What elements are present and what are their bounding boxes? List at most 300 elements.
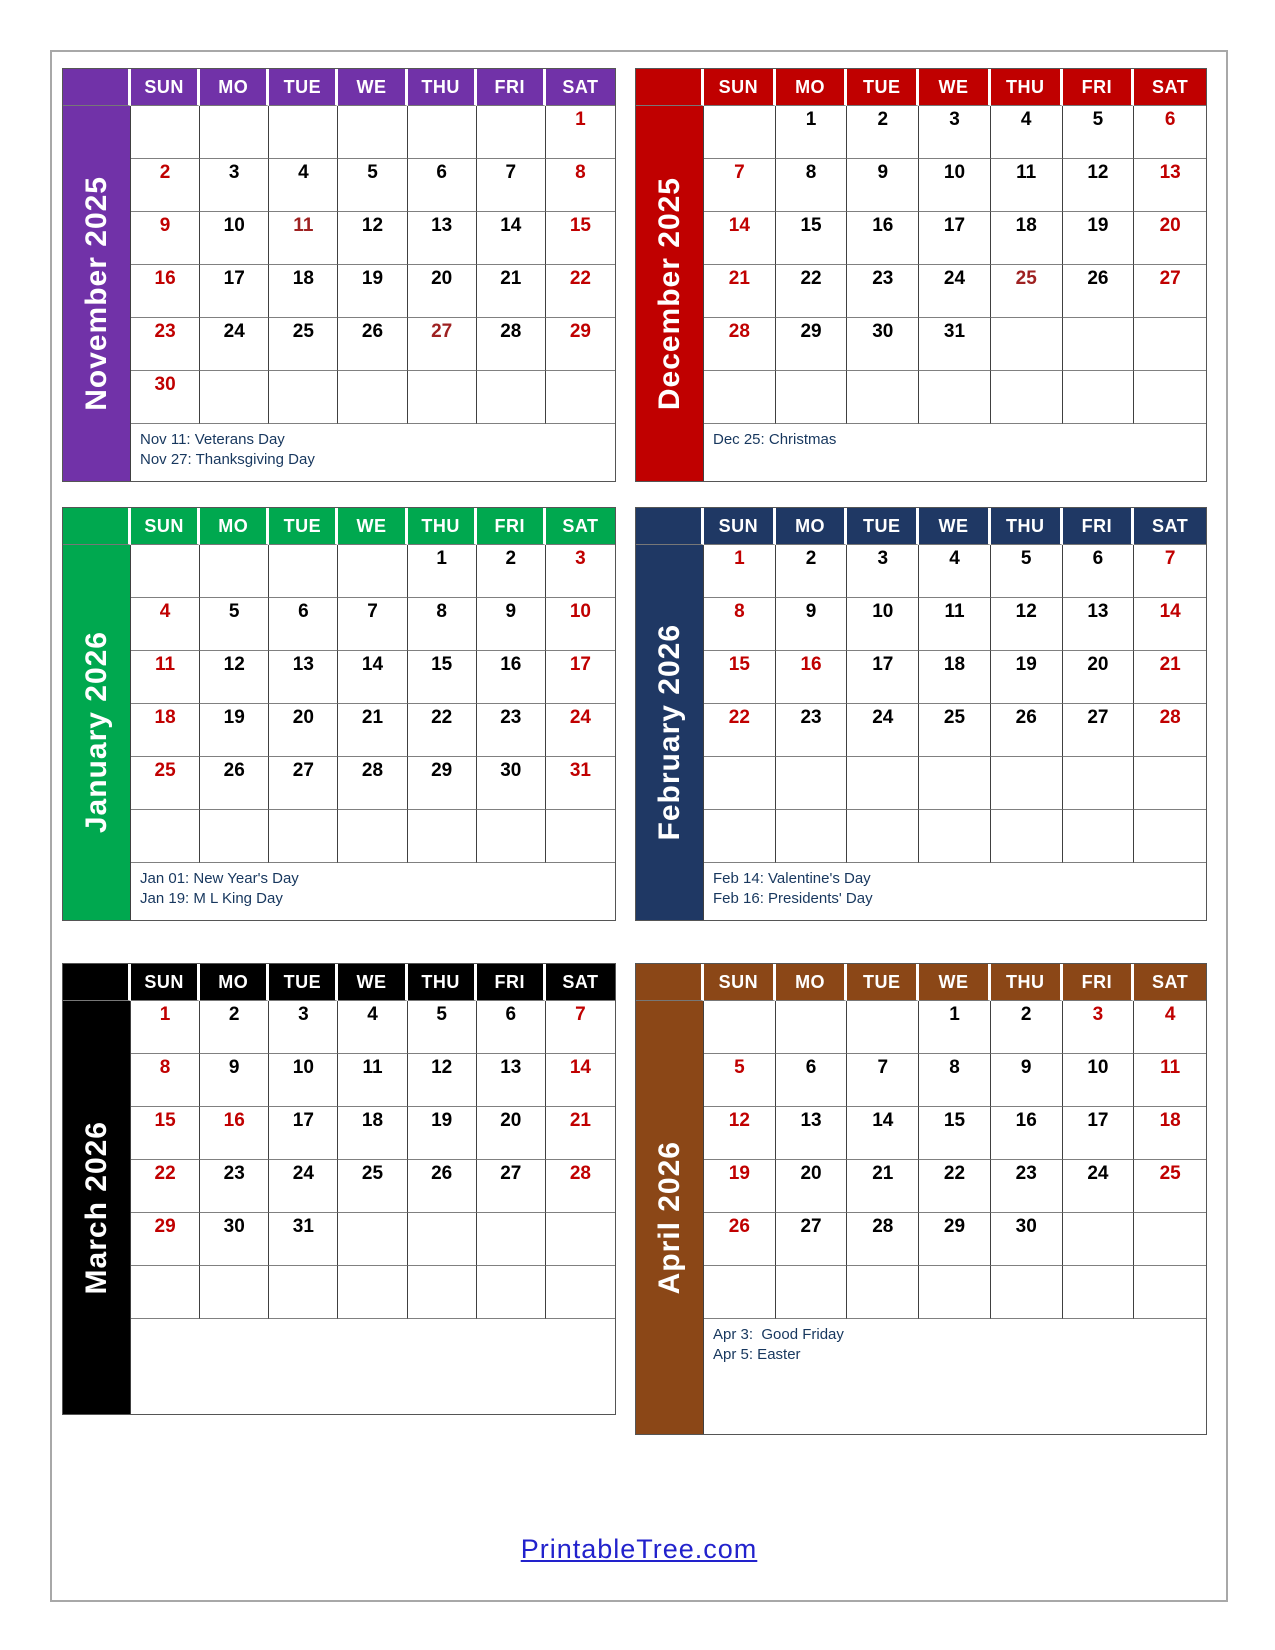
corner-cell [636,508,704,545]
weekday-header-sun: SUN [704,69,776,106]
day-cell: 25 [269,318,338,371]
day-cell: 27 [1063,704,1135,757]
day-cell: 9 [477,598,546,651]
day-cell: 24 [546,704,615,757]
day-cell-empty [991,318,1063,371]
day-cell-empty [546,1213,615,1266]
month-label: April 2026 [652,1140,686,1295]
day-cell: 10 [1063,1054,1135,1107]
day-cell: 5 [200,598,269,651]
day-cell: 11 [338,1054,407,1107]
day-cell-empty [847,371,919,424]
weekday-header-fri: FRI [1063,69,1135,106]
day-cell: 7 [1134,545,1206,598]
day-cell: 6 [477,1001,546,1054]
day-cell: 18 [338,1107,407,1160]
day-cell-empty [269,810,338,863]
day-cell-empty [408,1213,477,1266]
day-cell-empty [704,810,776,863]
weekday-header-fri: FRI [1063,964,1135,1001]
day-cell: 13 [477,1054,546,1107]
weekday-header-thu: THU [991,964,1063,1001]
day-cell-empty [200,545,269,598]
day-cell: 21 [704,265,776,318]
day-cell: 6 [269,598,338,651]
month-label: November 2025 [79,176,113,411]
calendar-february-2026 [635,507,1207,921]
day-cell: 13 [408,212,477,265]
day-cell: 26 [408,1160,477,1213]
day-cell: 13 [1063,598,1135,651]
day-cell: 12 [200,651,269,704]
month-label-band [636,1001,704,1434]
day-cell: 22 [408,704,477,757]
weekday-header-sun: SUN [704,964,776,1001]
day-cell-empty [338,810,407,863]
weekday-header-sun: SUN [131,69,200,106]
holiday-note: Apr 5: Easter [713,1345,801,1363]
day-cell: 8 [546,159,615,212]
day-cell: 14 [546,1054,615,1107]
holiday-notes [131,1319,615,1414]
weekday-header-tue: TUE [269,964,338,1001]
day-cell-empty [919,1266,991,1319]
day-cell: 23 [991,1160,1063,1213]
day-cell: 2 [991,1001,1063,1054]
day-cell: 18 [991,212,1063,265]
day-cell: 12 [991,598,1063,651]
day-cell: 27 [408,318,477,371]
day-cell: 6 [408,159,477,212]
weekday-header-mon: MO [776,964,848,1001]
day-cell-empty [546,371,615,424]
day-cell: 11 [1134,1054,1206,1107]
day-cell: 6 [1063,545,1135,598]
day-cell: 1 [776,106,848,159]
day-cell: 13 [269,651,338,704]
day-cell-empty [1134,371,1206,424]
day-cell: 30 [991,1213,1063,1266]
day-cell: 18 [1134,1107,1206,1160]
weekday-header-sun: SUN [131,964,200,1001]
weekday-header-sat: SAT [1134,508,1206,545]
day-cell: 22 [131,1160,200,1213]
day-cell: 17 [919,212,991,265]
weekday-header-sat: SAT [546,964,615,1001]
day-cell: 8 [131,1054,200,1107]
weekday-header-fri: FRI [1063,508,1135,545]
day-cell: 10 [919,159,991,212]
day-cell-empty [269,545,338,598]
day-cell-empty [408,810,477,863]
day-cell: 31 [546,757,615,810]
weekday-header-mon: MO [776,508,848,545]
day-cell: 4 [269,159,338,212]
day-cell: 1 [919,1001,991,1054]
day-cell: 26 [704,1213,776,1266]
month-label-band [63,1001,131,1414]
day-cell-empty [1134,318,1206,371]
month-label-band [636,106,704,481]
day-cell: 4 [131,598,200,651]
weekday-header-thu: THU [991,508,1063,545]
month-label-band [636,545,704,920]
day-cell: 24 [200,318,269,371]
holiday-notes [131,424,615,481]
day-cell: 15 [704,651,776,704]
day-cell: 4 [919,545,991,598]
day-cell: 16 [477,651,546,704]
day-cell: 5 [338,159,407,212]
holiday-note: Jan 01: New Year's Day [140,870,299,887]
day-cell: 9 [991,1054,1063,1107]
day-cell-empty [408,1266,477,1319]
day-cell: 11 [269,212,338,265]
day-cell: 18 [919,651,991,704]
weekday-header-wed: WE [919,964,991,1001]
day-cell: 9 [200,1054,269,1107]
day-cell: 24 [919,265,991,318]
day-cell: 17 [200,265,269,318]
day-cell-empty [269,1266,338,1319]
day-cell: 18 [131,704,200,757]
day-cell: 19 [1063,212,1135,265]
day-cell: 5 [408,1001,477,1054]
day-cell: 4 [338,1001,407,1054]
day-cell: 2 [776,545,848,598]
day-cell: 27 [477,1160,546,1213]
day-cell: 8 [776,159,848,212]
day-cell-empty [776,371,848,424]
day-cell: 5 [1063,106,1135,159]
day-cell: 11 [991,159,1063,212]
holiday-note: Feb 16: Presidents' Day [713,889,873,907]
day-cell: 25 [1134,1160,1206,1213]
weekday-header-tue: TUE [847,964,919,1001]
day-cell: 19 [408,1107,477,1160]
day-cell: 10 [847,598,919,651]
day-cell: 19 [991,651,1063,704]
day-cell: 30 [477,757,546,810]
day-cell-empty [1063,1266,1135,1319]
day-cell-empty [1134,1266,1206,1319]
day-cell: 28 [477,318,546,371]
calendar-march-2026 [62,963,616,1415]
day-cell: 20 [1063,651,1135,704]
day-cell-empty [477,106,546,159]
day-cell-empty [991,371,1063,424]
day-cell: 22 [919,1160,991,1213]
day-cell: 15 [546,212,615,265]
weekday-header-fri: FRI [477,69,546,106]
day-cell: 14 [704,212,776,265]
weekday-header-thu: THU [408,508,477,545]
weekday-header-tue: TUE [269,508,338,545]
day-cell-empty [338,545,407,598]
day-cell-empty [338,106,407,159]
day-cell: 13 [1134,159,1206,212]
day-cell-empty [1063,371,1135,424]
day-cell-empty [847,810,919,863]
day-cell-empty [704,106,776,159]
day-cell: 20 [776,1160,848,1213]
day-cell: 29 [919,1213,991,1266]
day-cell: 21 [1134,651,1206,704]
day-cell: 19 [338,265,407,318]
day-cell: 26 [338,318,407,371]
day-cell: 30 [200,1213,269,1266]
day-cell-empty [991,810,1063,863]
day-cell: 25 [991,265,1063,318]
day-cell-empty [338,1213,407,1266]
day-cell: 14 [847,1107,919,1160]
day-cell: 14 [338,651,407,704]
day-cell: 12 [1063,159,1135,212]
weekday-header-tue: TUE [847,508,919,545]
month-label: March 2026 [79,1120,113,1295]
day-cell: 9 [131,212,200,265]
day-cell-empty [919,371,991,424]
month-label: December 2025 [652,176,686,411]
weekday-header-wed: WE [338,508,407,545]
weekday-header-mon: MO [200,69,269,106]
weekday-header-sat: SAT [1134,69,1206,106]
day-cell: 15 [776,212,848,265]
day-cell: 29 [546,318,615,371]
day-cell-empty [546,1266,615,1319]
day-cell: 1 [408,545,477,598]
weekday-header-mon: MO [200,508,269,545]
day-cell: 25 [919,704,991,757]
day-cell: 29 [776,318,848,371]
day-cell: 24 [847,704,919,757]
day-cell: 31 [919,318,991,371]
corner-cell [636,69,704,106]
day-cell-empty [1063,1213,1135,1266]
day-cell: 10 [269,1054,338,1107]
day-cell: 5 [991,545,1063,598]
day-cell: 4 [1134,1001,1206,1054]
calendar-april-2026 [635,963,1207,1435]
day-cell: 22 [704,704,776,757]
day-cell: 28 [546,1160,615,1213]
footer-link[interactable]: PrintableTree.com [520,1534,758,1564]
weekday-header-mon: MO [200,964,269,1001]
day-cell-empty [991,757,1063,810]
day-cell: 21 [546,1107,615,1160]
day-cell: 26 [1063,265,1135,318]
day-cell: 30 [847,318,919,371]
day-cell-empty [704,371,776,424]
weekday-header-sat: SAT [1134,964,1206,1001]
month-label-band [63,106,131,481]
day-cell: 3 [269,1001,338,1054]
day-cell: 27 [1134,265,1206,318]
day-cell: 8 [919,1054,991,1107]
day-cell-empty [200,810,269,863]
day-cell-empty [269,106,338,159]
day-cell: 20 [408,265,477,318]
day-cell: 30 [131,371,200,424]
weekday-header-sun: SUN [131,508,200,545]
day-cell: 10 [546,598,615,651]
day-cell: 20 [1134,212,1206,265]
day-cell: 24 [1063,1160,1135,1213]
day-cell: 22 [546,265,615,318]
day-cell-empty [704,757,776,810]
day-cell: 23 [847,265,919,318]
day-cell-empty [847,757,919,810]
day-cell: 12 [408,1054,477,1107]
day-cell: 4 [991,106,1063,159]
day-cell: 1 [131,1001,200,1054]
day-cell: 21 [847,1160,919,1213]
day-cell-empty [847,1001,919,1054]
day-cell: 11 [919,598,991,651]
day-cell-empty [1063,757,1135,810]
weekday-header-sat: SAT [546,508,615,545]
calendar-november-2025 [62,68,616,482]
day-cell-empty [477,1213,546,1266]
day-cell: 19 [704,1160,776,1213]
day-cell: 17 [269,1107,338,1160]
day-cell: 19 [200,704,269,757]
day-cell-empty [477,810,546,863]
day-cell-empty [776,1001,848,1054]
corner-cell [63,69,131,106]
corner-cell [63,508,131,545]
corner-cell [636,964,704,1001]
day-cell: 26 [200,757,269,810]
day-cell: 14 [1134,598,1206,651]
holiday-notes [704,424,1206,481]
day-cell: 31 [269,1213,338,1266]
day-cell: 9 [847,159,919,212]
weekday-header-wed: WE [919,508,991,545]
day-cell: 2 [847,106,919,159]
day-cell: 6 [1134,106,1206,159]
day-cell-empty [131,810,200,863]
day-cell-empty [131,1266,200,1319]
month-label: February 2026 [652,624,686,841]
holiday-notes [131,863,615,920]
month-label: January 2026 [79,631,113,834]
day-cell: 20 [269,704,338,757]
day-cell-empty [847,1266,919,1319]
day-cell: 23 [776,704,848,757]
day-cell: 8 [704,598,776,651]
day-cell-empty [477,371,546,424]
day-cell-empty [919,757,991,810]
day-cell: 3 [200,159,269,212]
day-cell-empty [408,106,477,159]
day-cell: 2 [477,545,546,598]
day-cell-empty [200,371,269,424]
day-cell-empty [776,1266,848,1319]
day-cell-empty [776,757,848,810]
day-cell-empty [704,1001,776,1054]
day-cell: 15 [408,651,477,704]
day-cell: 7 [704,159,776,212]
day-cell-empty [200,106,269,159]
day-cell: 7 [546,1001,615,1054]
day-cell: 16 [200,1107,269,1160]
day-cell: 25 [338,1160,407,1213]
weekday-header-sat: SAT [546,69,615,106]
weekday-header-mon: MO [776,69,848,106]
day-cell-empty [269,371,338,424]
weekday-header-sun: SUN [704,508,776,545]
day-cell: 3 [1063,1001,1135,1054]
weekday-header-wed: WE [338,69,407,106]
day-cell: 27 [776,1213,848,1266]
day-cell-empty [1134,757,1206,810]
day-cell: 22 [776,265,848,318]
day-cell: 3 [847,545,919,598]
day-cell-empty [919,810,991,863]
day-cell: 17 [1063,1107,1135,1160]
day-cell: 17 [546,651,615,704]
day-cell: 28 [847,1213,919,1266]
weekday-header-fri: FRI [477,508,546,545]
day-cell: 23 [131,318,200,371]
day-cell: 29 [131,1213,200,1266]
calendar-january-2026 [62,507,616,921]
page-frame [50,50,1228,1602]
day-cell-empty [408,371,477,424]
day-cell: 7 [477,159,546,212]
day-cell: 16 [131,265,200,318]
day-cell: 15 [131,1107,200,1160]
month-label-band [63,545,131,920]
weekday-header-thu: THU [991,69,1063,106]
day-cell-empty [704,1266,776,1319]
corner-cell [63,964,131,1001]
day-cell-empty [200,1266,269,1319]
day-cell: 11 [131,651,200,704]
day-cell: 24 [269,1160,338,1213]
day-cell: 28 [1134,704,1206,757]
day-cell: 29 [408,757,477,810]
day-cell: 13 [776,1107,848,1160]
holiday-notes [704,863,1206,920]
day-cell: 8 [408,598,477,651]
day-cell: 16 [991,1107,1063,1160]
footer [52,1534,1226,1565]
day-cell: 14 [477,212,546,265]
day-cell: 16 [847,212,919,265]
day-cell: 20 [477,1107,546,1160]
day-cell-empty [546,810,615,863]
day-cell: 5 [704,1054,776,1107]
weekday-header-wed: WE [919,69,991,106]
day-cell-empty [991,1266,1063,1319]
holiday-note: Jan 19: M L King Day [140,889,283,907]
holiday-note: Dec 25: Christmas [713,431,837,448]
day-cell: 12 [704,1107,776,1160]
day-cell-empty [131,106,200,159]
day-cell: 6 [776,1054,848,1107]
day-cell: 25 [131,757,200,810]
day-cell: 1 [704,545,776,598]
day-cell: 23 [477,704,546,757]
day-cell: 10 [200,212,269,265]
day-cell-empty [131,545,200,598]
weekday-header-fri: FRI [477,964,546,1001]
holiday-note: Apr 3: Good Friday [713,1326,844,1343]
day-cell: 28 [704,318,776,371]
day-cell: 26 [991,704,1063,757]
